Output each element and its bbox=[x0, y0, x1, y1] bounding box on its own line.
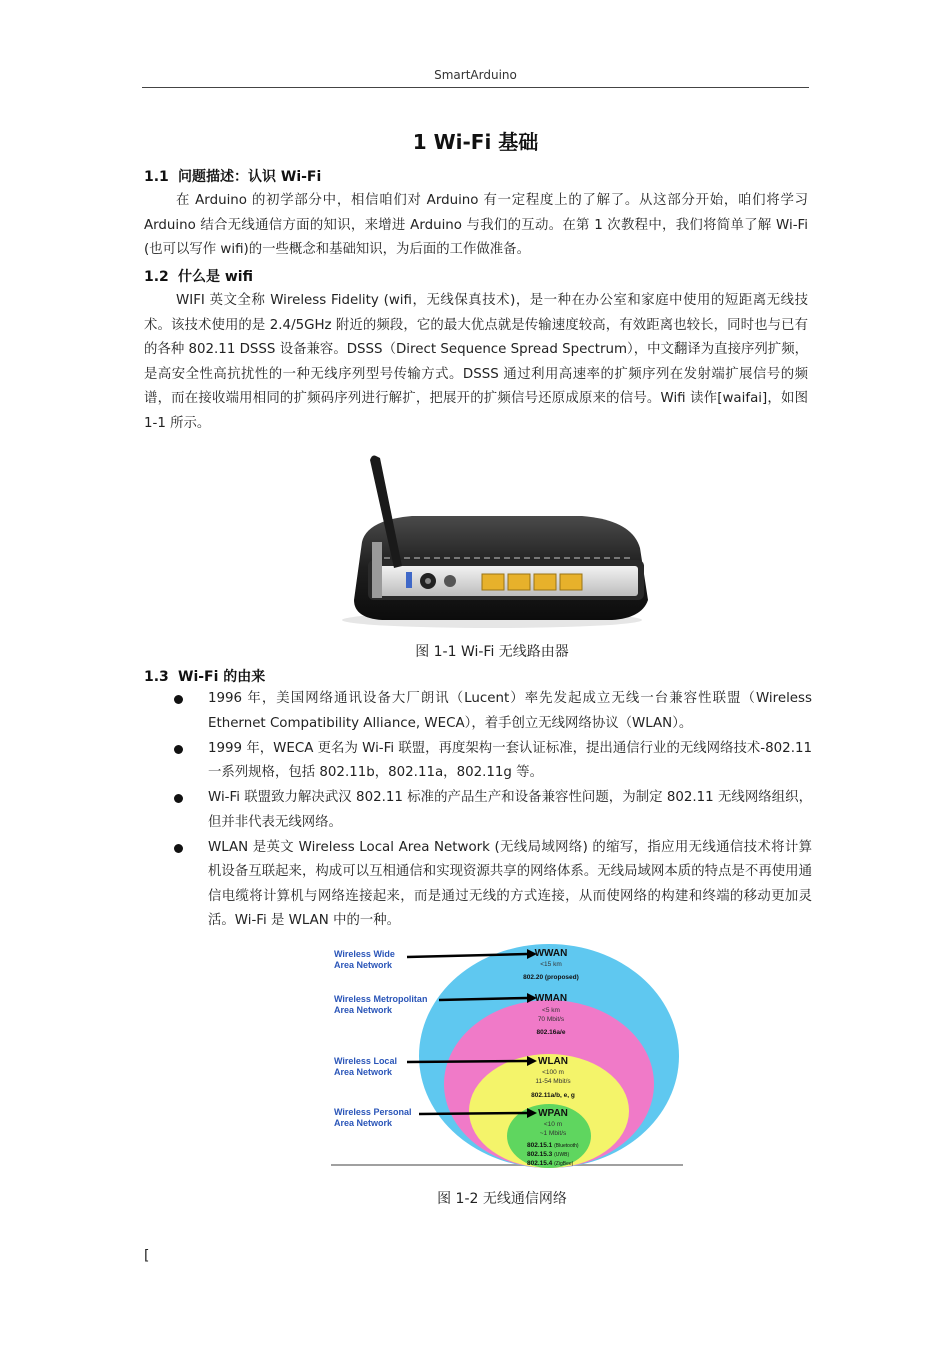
bullet-icon bbox=[174, 794, 183, 803]
section-number: 1.2 bbox=[144, 269, 169, 285]
section-heading-1-2 bbox=[144, 266, 253, 286]
header-rule bbox=[142, 87, 809, 88]
wpan-speed: ~1 Mbit/s bbox=[539, 1130, 567, 1137]
wpan-name: WPAN bbox=[538, 1108, 568, 1119]
wwan-name: WWAN bbox=[534, 948, 568, 959]
label-wman-1: Wireless Metropolitan bbox=[334, 994, 428, 1004]
label-wlan-2: Area Network bbox=[334, 1067, 393, 1077]
label-wman-2: Area Network bbox=[334, 1005, 393, 1015]
section-paragraph-1-2: WIFI 英文全称 Wireless Fidelity (wifi，无线保真技术)，是一种在办公室和家庭中使用的短距离无线技术。该技术使用的是 2.4/5GHz 附近的频段，它的最大优点就是传输速度较高，有效距离也较长，同时也与已有的各种 802.11 DSSS 设备兼容。DSSS（Direct Sequence Spread Spectrum），中文翻译为直接序列扩频，是高安全性高抗扰性的一种无线序列型号传输方式。DSSS 通过利用高速率的扩频序列在发射端扩展信号的频谱，而在接收端用相同的扩频码序列进行解扩，把展开的扩频信号还原成原来的信号。Wifi 读作[waifai]，如图 1-1 所示。 bbox=[144, 293, 808, 431]
wwan-range: <15 km bbox=[540, 961, 562, 968]
list-item: 1999 年，WECA 更名为 Wi-Fi 联盟，再度架构一套认证标准，提出通信行业的无线网络技术-802.11 一系列规格，包括 802.11b，802.11a，802.11g 等。 bbox=[172, 737, 812, 786]
wpan-std-2: 802.15.3 (UWB) bbox=[527, 1151, 570, 1158]
list-item: 1996 年，美国网络通讯设备大厂朗讯（Lucent）率先发起成立无线一台兼容性联盟（Wireless Ethernet Compatibility Alliance, WECA），着手创立无线网络协议（WLAN）。 bbox=[172, 687, 812, 736]
history-list bbox=[172, 687, 812, 934]
section-title: 什么是 wifi bbox=[178, 269, 253, 285]
wwan-standard: 802.20 (proposed) bbox=[523, 974, 579, 981]
wlan-standard: 802.11a/b, e, g bbox=[531, 1092, 575, 1099]
bullet-icon bbox=[174, 695, 183, 704]
label-wwan-1: Wireless Wide bbox=[334, 949, 395, 959]
figure-caption-1-2: 图 1-2 无线通信网络 bbox=[437, 1191, 567, 1207]
wlan-speed: 11-54 Mbit/s bbox=[535, 1078, 571, 1085]
section-heading-1-1 bbox=[144, 166, 321, 186]
bullet-icon bbox=[174, 745, 183, 754]
label-wpan-2: Area Network bbox=[334, 1118, 393, 1128]
wpan-std-1: 802.15.1 (Bluetooth) bbox=[527, 1142, 579, 1149]
wlan-name: WLAN bbox=[538, 1056, 568, 1067]
section-title: Wi-Fi 的由来 bbox=[178, 669, 266, 685]
footer-mark: [ bbox=[144, 1248, 150, 1264]
wireless-network-diagram bbox=[331, 944, 683, 1169]
wman-standard: 802.16a/e bbox=[536, 1029, 566, 1036]
list-item: WLAN 是英文 Wireless Local Area Network (无线局域网络) 的缩写，指应用无线通信技术将计算机设备互联起来，构成可以互相通信和实现资源共享的网络体系。无线局域网本质的特点是不再使用通信电缆将计算机与网络连接起来，而是通过无线的方式连接，从而使网络的构建和终端的移动更加灵活。Wi-Fi 是 WLAN 中的一种。 bbox=[172, 836, 812, 934]
section-number: 1.1 bbox=[144, 169, 169, 185]
label-wwan-2: Area Network bbox=[334, 960, 393, 970]
wpan-range: <10 m bbox=[543, 1121, 563, 1128]
chapter-title: 1 Wi-Fi 基础 bbox=[412, 130, 539, 154]
section-title: 问题描述：认识 Wi-Fi bbox=[178, 169, 322, 185]
wpan-std-3: 802.15.4 (ZigBee) bbox=[527, 1160, 574, 1167]
wman-name: WMAN bbox=[534, 993, 568, 1004]
section-paragraph-1-1: 在 Arduino 的初学部分中，相信咱们对 Arduino 有一定程度上的了解了。从这部分开始，咱们将学习 Arduino 结合无线通信方面的知识，来增进 Arduino 与我们的互动。在第 1 次教程中，我们将简单了解 Wi-Fi (也可以写作 wifi)的一些概念和基础知识，为后面的工作做准备。 bbox=[144, 193, 808, 257]
label-wlan-1: Wireless Local bbox=[334, 1056, 397, 1066]
list-item: Wi-Fi 联盟致力解决武汉 802.11 标准的产品生产和设备兼容性问题，为制定 802.11 无线网络组织，但并非代表无线网络。 bbox=[172, 786, 812, 835]
wman-speed: 70 Mbit/s bbox=[537, 1016, 565, 1023]
bullet-icon bbox=[174, 844, 183, 853]
label-wpan-1: Wireless Personal bbox=[334, 1107, 412, 1117]
section-heading-1-3 bbox=[144, 666, 265, 686]
router-image bbox=[332, 450, 655, 630]
figure-caption-1-1: 图 1-1 Wi-Fi 无线路由器 bbox=[415, 644, 569, 660]
wman-range: <5 km bbox=[542, 1007, 560, 1014]
section-number: 1.3 bbox=[144, 669, 169, 685]
wlan-range: <100 m bbox=[542, 1069, 564, 1076]
page-header: SmartArduino bbox=[434, 68, 517, 82]
